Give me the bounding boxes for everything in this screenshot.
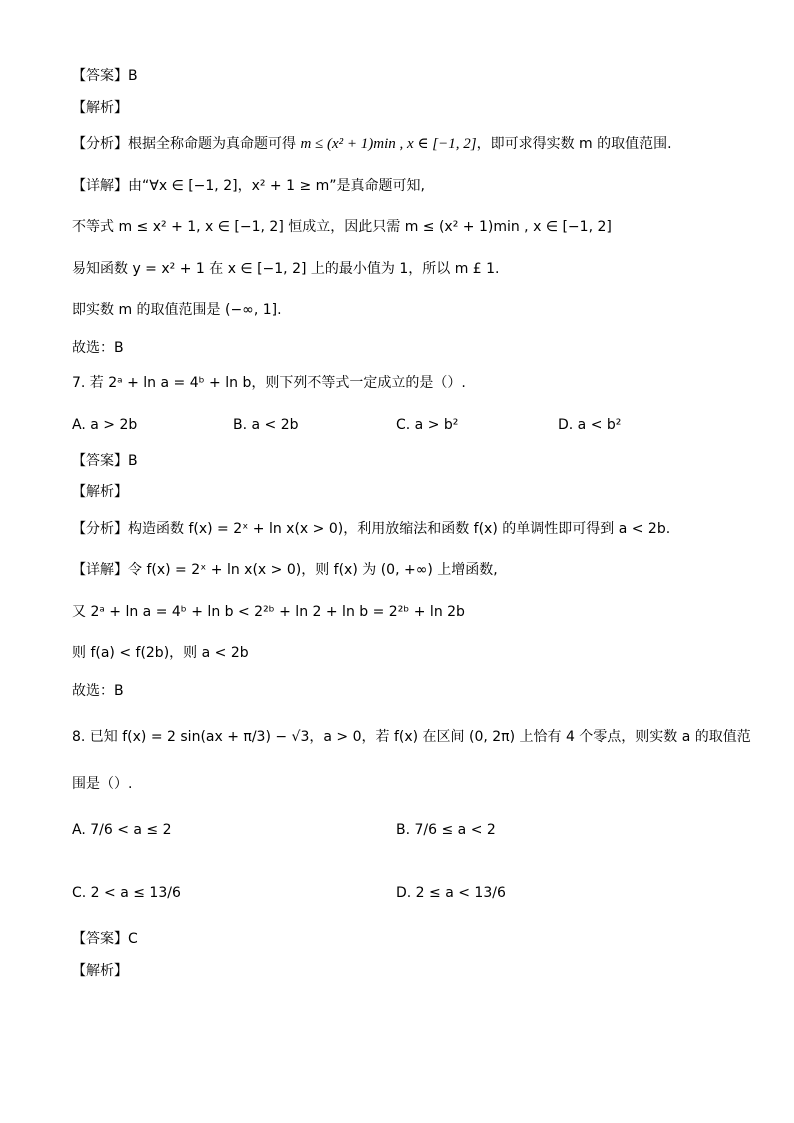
q6-fenxi-label: 【分析】	[72, 136, 128, 152]
q8-stem-line1: 8. 已知 f(x) = 2 sin(ax + π/3) − √3，a > 0，若 f(x) 在区间 (0, 2π) 上恰有 4 个零点，则实数 a 的取值范	[72, 729, 751, 745]
q6-xiangjie	[72, 176, 425, 196]
q6-xiangjie-label: 【详解】	[72, 178, 128, 194]
q7-detail-line3: 则 f(a) < f(2b)，则 a < 2b	[72, 645, 249, 661]
q7-option-d: D. a < b²	[558, 417, 622, 433]
q8-answer: 【答案】C	[72, 931, 138, 947]
q6-detail-line3: 易知函数 y = x² + 1 在 x ∈ [−1, 2] 上的最小值为 1，所以 m £ 1.	[72, 261, 500, 277]
q8-analysis-heading: 【解析】	[72, 963, 128, 979]
q6-choice: 故选：B	[72, 340, 124, 356]
q6-detail-line2: 不等式 m ≤ x² + 1, x ∈ [−1, 2] 恒成立，因此只需 m ≤ (x² + 1)min , x ∈ [−1, 2]	[72, 219, 612, 235]
q8-option-c: C. 2 < a ≤ 13/6	[72, 885, 181, 901]
q7-detail-line2: 又 2ᵃ + ln a = 4ᵇ + ln b < 2²ᵇ + ln 2 + ln b = 2²ᵇ + ln 2b	[72, 604, 465, 620]
q7-choice: 故选：B	[72, 683, 124, 699]
q8-option-b: B. 7/6 ≤ a < 2	[396, 822, 496, 838]
q6-fenxi-math: m ≤ (x² + 1)min , x ∈ [−1, 2]	[300, 136, 477, 152]
q7-option-a: A. a > 2b	[72, 417, 138, 433]
q6-analysis-heading: 【解析】	[72, 100, 128, 116]
q8-stem-line2: 围是（）.	[72, 776, 133, 792]
q6-fenxi-text2: ，即可求得实数 m 的取值范围.	[476, 136, 672, 152]
q7-stem: 7. 若 2ᵃ + ln a = 4ᵇ + ln b，则下列不等式一定成立的是（）.	[72, 375, 466, 391]
q6-fenxi-text1: 根据全称命题为真命题可得	[128, 136, 296, 152]
q7-xiangjie: 【详解】令 f(x) = 2ˣ + ln x(x > 0)，则 f(x) 为 (0, +∞) 上增函数,	[72, 562, 498, 578]
q8-option-d: D. 2 ≤ a < 13/6	[396, 885, 506, 901]
q7-option-b: B. a < 2b	[233, 417, 299, 433]
q7-answer: 【答案】B	[72, 453, 138, 469]
q6-xiangjie-text: 由“∀x ∈ [−1, 2]，x² + 1 ≥ m”是真命题可知,	[128, 178, 425, 194]
q6-answer: 【答案】B	[72, 68, 138, 84]
q6-fenxi	[72, 134, 672, 154]
q7-option-c: C. a > b²	[396, 417, 459, 433]
q6-detail-line4: 即实数 m 的取值范围是 (−∞, 1].	[72, 302, 282, 318]
q7-analysis-heading: 【解析】	[72, 484, 128, 500]
q8-option-a: A. 7/6 < a ≤ 2	[72, 822, 172, 838]
q7-fenxi: 【分析】构造函数 f(x) = 2ˣ + ln x(x > 0)，利用放缩法和函数 f(x) 的单调性即可得到 a < 2b.	[72, 521, 671, 537]
